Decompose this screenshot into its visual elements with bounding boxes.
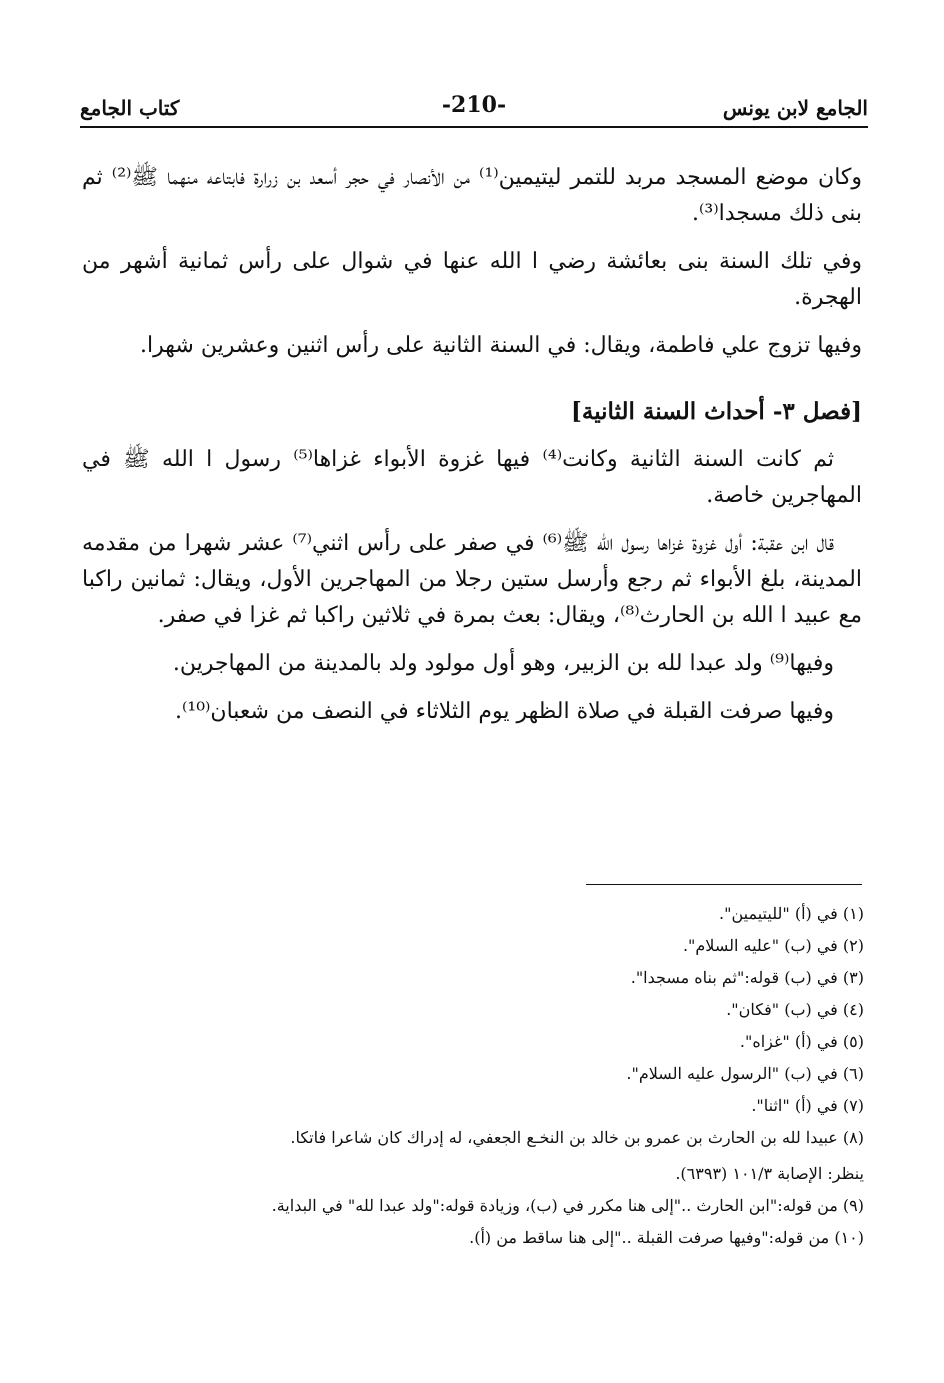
footnote-separator: [586, 884, 862, 885]
page-header: [80, 92, 868, 128]
section-paragraph-4: وفيها صرفت القبلة في صلاة الظهر يوم الثلاثاء في النصف من شعبان⁽¹⁰⁾.: [174, 699, 834, 724]
footnote-1: (١) في (أ) "لليتيمين".: [719, 904, 864, 923]
footnote-7: (٧) في (أ) "اثنا".: [751, 1096, 864, 1115]
header-chapter-title: كتاب الجامع: [80, 96, 180, 120]
section-paragraph-2: قال ابن عقبة: أول غزوة غزاها رسول الله ﷺ⁽⁶⁾ في صفر على رأس اثني⁽⁷⁾ عشر شهرا من مقدمه المدينة، بلغ الأبواء ثم رجع وأرسل ستين رجلا من المهاجرين الأول، ويقال: ثمانين راكبا مع عبيد ا الله بن الحارث⁽⁸⁾، ويقال: بعث بمرة في ثلاثين راكبا ثم غزا في صفر.: [82, 531, 862, 628]
footnote-8-reference: ينظر: الإصابة ١٠١/٣ (٦٣٩٣).: [675, 1164, 864, 1183]
paragraph-1: وكان موضع المسجد مربد للتمر ليتيمين⁽¹⁾ من الأنصار في حجر أسعد بن زرارة فابتاعه منهما ﷺ⁽²⁾ ثم بنى ذلك مسجدا⁽³⁾.: [82, 165, 862, 226]
footnote-3: (٣) في (ب) قوله:"ثم بناه مسجدا".: [630, 968, 864, 987]
footnote-8: (٨) عبيدا لله بن الحارث بن عمرو بن خالد بن النخـع الجعفي، له إدراك كان شاعرا فاتكا.: [290, 1128, 864, 1147]
section-paragraph-1: ثم كانت السنة الثانية وكانت⁽⁴⁾ فيها غزوة الأبواء غزاها⁽⁵⁾ رسول ا الله ﷺ في المهاجرين خاصة.: [82, 447, 862, 508]
header-book-title: الجامع لابن يونس: [722, 96, 868, 120]
paragraph-2: وفي تلك السنة بنى بعائشة رضي ا الله عنها في شوال على رأس ثمانية أشهر من الهجرة.: [82, 249, 862, 310]
footnote-5: (٥) في (أ) "غزاه".: [739, 1032, 864, 1051]
paragraph-3: وفيها تزوج علي فاطمة، ويقال: في السنة الثانية على رأس اثنين وعشرين شهرا.: [140, 333, 862, 358]
footnote-2: (٢) في (ب) "عليه السلام".: [682, 936, 864, 955]
footnotes: [82, 898, 864, 1254]
section-heading: [فصل ٣- أحداث السنة الثانية]: [571, 398, 862, 425]
footnote-6: (٦) في (ب) "الرسول عليه السلام".: [626, 1064, 864, 1083]
footnote-4: (٤) في (ب) "فكان".: [726, 1000, 864, 1019]
section-paragraph-3: وفيها⁽⁹⁾ ولد عبدا لله بن الزبير، وهو أول مولود ولد بالمدينة من المهاجرين.: [172, 651, 834, 676]
footnote-10: (١٠) من قوله:"وفيها صرفت القبلة .."إلى هنا ساقط من (أ).: [469, 1228, 864, 1247]
page-number: -210-: [441, 92, 507, 118]
main-text: [82, 160, 862, 742]
footnote-9: (٩) من قوله:"ابن الحارث .."إلى هنا مكرر في (ب)، وزيادة قوله:"ولد عبدا لله" في البداية.: [271, 1196, 864, 1215]
